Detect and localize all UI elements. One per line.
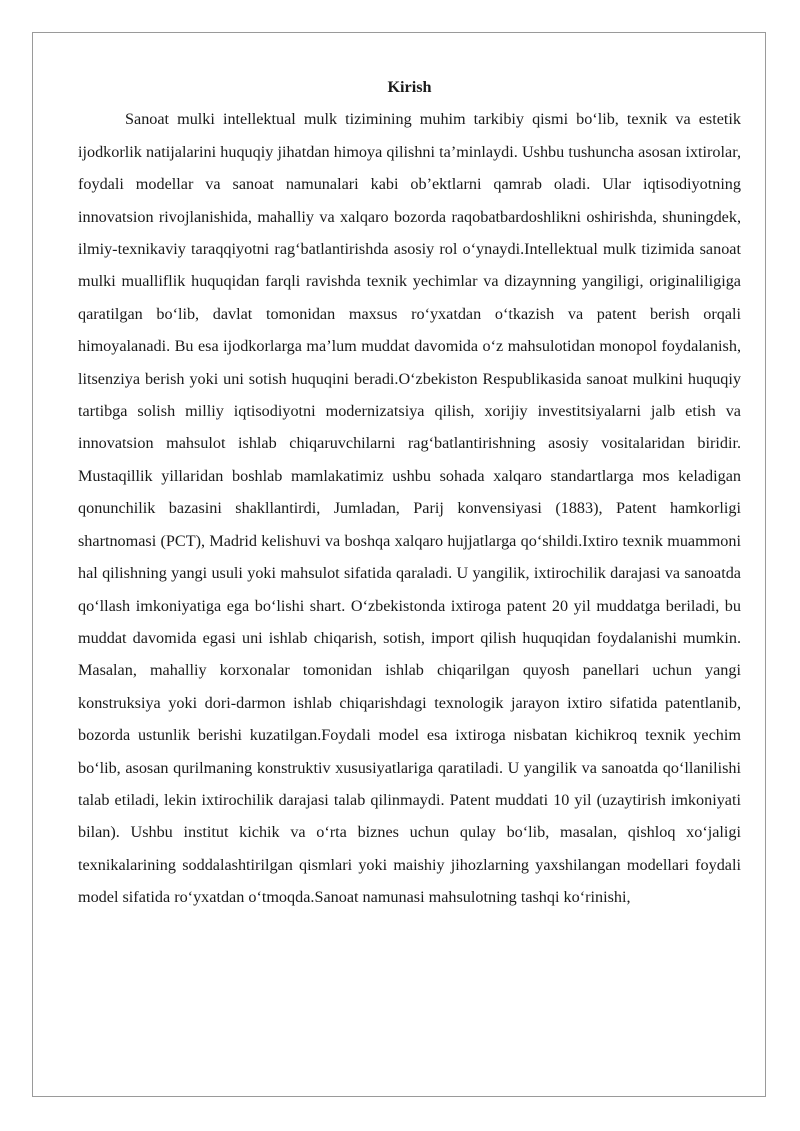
document-body [78,71,741,914]
document-title: Kirish [387,78,432,96]
body-paragraph: Sanoat mulki intellektual mulk tizimining muhim tarkibiy qismi bo‘lib, texnik va estetik ijodkorlik natijalarini huquqiy jihatdan himoya qilishni ta’minlaydi. Ushbu tushuncha asosan ixtirolar, foydali modellar va sanoat namunalari kabi ob’ektlarni qamrab oladi. Ular iqtisodiyotning innovatsion rivojlanishida, mahalliy va xalqaro bozorda raqobatbardoshlikni oshirishda, shuningdek, ilmiy-texnikaviy taraqqiyotni rag‘batlantirishda asosiy rol o‘ynaydi.Intellektual mulk tizimida sanoat mulki mualliflik huquqidan farqli ravishda texnik yechimlar va dizaynning yangiligi, originaliligiga qaratilgan bo‘lib, davlat tomonidan maxsus ro‘yxatdan o‘tkazish va patent berish orqali himoyalanadi. Bu esa ijodkorlarga ma’lum muddat davomida o‘z mahsulotidan monopol foydalanish, litsenziya berish yoki uni sotish huquqini beradi.O‘zbekiston Respublikasida sanoat mulkini huquqiy tartibga solish milliy iqtisodiyotni modernizatsiya qilish, xorijiy investitsiyalarni jalb etish va innovatsion mahsulot ishlab chiqaruvchilarni rag‘batlantirishning asosiy vositalaridan biridir. Mustaqillik yillaridan boshlab mamlakatimiz ushbu sohada xalqaro standartlarga mos keladigan qonunchilik bazasini shakllantirdi, Jumladan, Parij konvensiyasi (1883), Patent hamkorligi shartnomasi (PCT), Madrid kelishuvi va boshqa xalqaro hujjatlarga qo‘shildi.Ixtiro texnik muammoni hal qilishning yangi usuli yoki mahsulot sifatida qaraladi. U yangilik, ixtirochilik darajasi va sanoatda qo‘llash imkoniyatiga ega bo‘lishi shart. O‘zbekistonda ixtiroga patent 20 yil muddatga beriladi, bu muddat davomida egasi uni ishlab chiqarish, sotish, import qilish huquqidan foydalanishi mumkin. Masalan, mahalliy korxonalar tomonidan ishlab chiqarilgan quyosh panellari uchun yangi konstruksiya yoki dori-darmon ishlab chiqarishdagi texnologik jarayon ixtiro sifatida patentlanib, bozorda ustunlik berishi kuzatilgan.Foydali model esa ixtiroga nisbatan kichikroq texnik yechim bo‘lib, asosan qurilmaning konstruktiv xususiyatlariga qaratiladi. U yangilik va sanoatda qo‘llanilishi talab etiladi, lekin ixtirochilik darajasi talab qilinmaydi. Patent muddati 10 yil (uzaytirish imkoniyati bilan). Ushbu institut kichik va o‘rta biznes uchun qulay bo‘lib, masalan, qishloq xo‘jaligi texnikalarining soddalashtirilgan qismlari yoki maishiy jihozlarning yaxshilangan modellari foydali model sifatida ro‘yxatdan o‘tmoqda.Sanoat namunasi mahsulotning tashqi ko‘rinishi, [78,110,741,907]
